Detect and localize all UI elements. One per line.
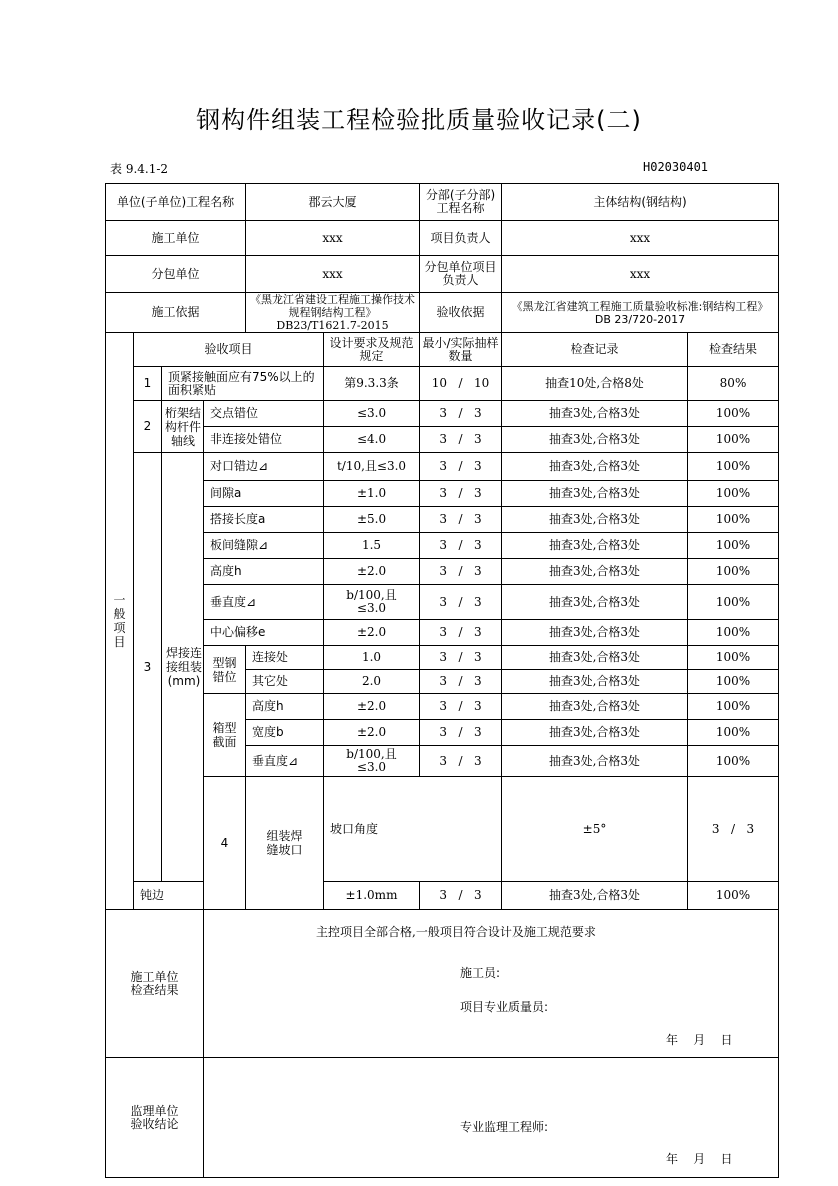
- group-name: 组装焊缝坡口: [246, 777, 324, 910]
- acceptance-basis-value: 《黑龙江省建筑工程施工质量验收标准:钢结构工程》DB 23/720-2017: [502, 293, 779, 333]
- group-name: 顶紧接触面应有75%以上的面积紧贴: [162, 367, 324, 401]
- item-name: 交点错位: [204, 401, 324, 427]
- item-name: 高度h: [246, 694, 324, 720]
- table-row: [106, 559, 779, 585]
- design-value: ≤3.0: [324, 401, 420, 427]
- check-result: 100%: [688, 694, 779, 720]
- column-header-row: [106, 333, 779, 367]
- sample-count: 3 / 3: [420, 481, 502, 507]
- check-result: 100%: [688, 585, 779, 620]
- sample-count: 3 / 3: [420, 694, 502, 720]
- table-row: [106, 401, 779, 427]
- header-row-3: [106, 256, 779, 293]
- basis-label: 施工依据: [106, 293, 246, 333]
- quality-inspector-label: 项目专业质量员:: [460, 1000, 549, 1014]
- sample-count: 3 / 3: [420, 507, 502, 533]
- sample-count: 3 / 3: [420, 427, 502, 453]
- check-result: 100%: [688, 882, 779, 910]
- col-item: 验收项目: [134, 333, 324, 367]
- col-design: 设计要求及规范规定: [324, 333, 420, 367]
- check-record: 抽查3处,合格3处: [502, 401, 688, 427]
- item-name: 搭接长度a: [204, 507, 324, 533]
- item-name: 宽度b: [246, 720, 324, 746]
- table-number: 表 9.4.1-2: [110, 162, 169, 176]
- check-result: 100%: [688, 533, 779, 559]
- project-manager-label: 项目负责人: [420, 221, 502, 256]
- header-row-2: [106, 221, 779, 256]
- item-name: 钝边: [134, 882, 204, 910]
- contractor-check-row: [106, 910, 779, 1058]
- supervision-row: [106, 1058, 779, 1178]
- check-result: 100%: [688, 427, 779, 453]
- unit-value: 郡云大厦: [246, 184, 420, 221]
- check-record: 抽查3处,合格3处: [502, 533, 688, 559]
- contractor-value: xxx: [246, 221, 420, 256]
- group-number: 1: [134, 367, 162, 401]
- check-result: 100%: [688, 620, 779, 646]
- contractor-label: 施工单位: [106, 221, 246, 256]
- item-name: 垂直度⊿: [246, 746, 324, 777]
- table-row: [106, 777, 779, 882]
- sample-count: 3 / 3: [688, 777, 779, 882]
- general-items-text: 一般项目: [113, 593, 126, 649]
- inspection-table: [105, 183, 779, 1178]
- supervision-engineer-label: 专业监理工程师:: [460, 1120, 549, 1134]
- col-result: 检查结果: [688, 333, 779, 367]
- check-record: 抽查3处,合格3处: [502, 720, 688, 746]
- form-code: H02030401: [643, 160, 709, 174]
- check-record: 抽查10处,合格8处: [502, 367, 688, 401]
- design-value: ±2.0: [324, 694, 420, 720]
- design-value: t/10,且≤3.0: [324, 453, 420, 481]
- supervision-label: 监理单位验收结论: [106, 1058, 204, 1178]
- item-name: 连接处: [246, 646, 324, 670]
- sample-count: 3 / 3: [420, 559, 502, 585]
- subcontractor-label: 分包单位: [106, 256, 246, 293]
- group-name: 桁架结构杆件轴线: [162, 401, 204, 453]
- design-value: ±5.0: [324, 507, 420, 533]
- check-record: 抽查3处,合格3处: [502, 670, 688, 694]
- sample-count: 3 / 3: [420, 882, 502, 910]
- sample-count: 3 / 3: [420, 533, 502, 559]
- sample-count: 3 / 3: [420, 646, 502, 670]
- check-result: 100%: [688, 559, 779, 585]
- sample-count: 3 / 3: [420, 620, 502, 646]
- group-number: 3: [134, 453, 162, 882]
- design-value: 1.0: [324, 646, 420, 670]
- item-name: 垂直度⊿: [204, 585, 324, 620]
- group-number: 2: [134, 401, 162, 453]
- item-name: 坡口角度: [324, 777, 502, 882]
- design-value: ±1.0mm: [324, 882, 420, 910]
- table-row: [106, 367, 779, 401]
- check-result: 100%: [688, 646, 779, 670]
- design-value: ±2.0: [324, 559, 420, 585]
- check-record: 抽查3处,合格3处: [502, 427, 688, 453]
- design-value: ±2.0: [324, 620, 420, 646]
- col-sample: 最小/实际抽样数量: [420, 333, 502, 367]
- sample-count: 3 / 3: [420, 746, 502, 777]
- check-result: 100%: [688, 746, 779, 777]
- check-result: 80%: [688, 367, 779, 401]
- item-name: 间隙a: [204, 481, 324, 507]
- unit-label: 单位(子单位)工程名称: [106, 184, 246, 221]
- sample-count: 3 / 3: [420, 585, 502, 620]
- check-record: 抽查3处,合格3处: [502, 694, 688, 720]
- table-row: [106, 585, 779, 620]
- col-record: 检查记录: [502, 333, 688, 367]
- table-row: [106, 427, 779, 453]
- check-result: 100%: [688, 453, 779, 481]
- basis-value: 《黑龙江省建设工程施工操作技术规程钢结构工程》DB23/T1621.7-2015: [246, 293, 420, 333]
- acceptance-basis-label: 验收依据: [420, 293, 502, 333]
- sample-count: 3 / 3: [420, 401, 502, 427]
- sample-count: 3 / 3: [420, 453, 502, 481]
- subgroup-name: 型钢错位: [204, 646, 246, 694]
- table-row: [106, 646, 779, 670]
- design-value: ±2.0: [324, 720, 420, 746]
- check-record: 抽查3处,合格3处: [502, 559, 688, 585]
- sample-count: 10 / 10: [420, 367, 502, 401]
- group-name: 焊接连接组装(mm): [162, 453, 204, 882]
- subcontractor-value: xxx: [246, 256, 420, 293]
- item-name: 高度h: [204, 559, 324, 585]
- subdivision-value: 主体结构(钢结构): [502, 184, 779, 221]
- check-record: 抽查3处,合格3处: [502, 453, 688, 481]
- design-value: ±1.0: [324, 481, 420, 507]
- check-result: 100%: [688, 401, 779, 427]
- subdivision-label: 分部(子分部)工程名称: [420, 184, 502, 221]
- check-record: 抽查3处,合格3处: [502, 585, 688, 620]
- general-items-label: [106, 333, 134, 910]
- check-record: 抽查3处,合格3处: [502, 646, 688, 670]
- item-name: 非连接处错位: [204, 427, 324, 453]
- contractor-check-block: [204, 910, 779, 1058]
- sample-count: 3 / 3: [420, 670, 502, 694]
- subgroup-name: 箱型截面: [204, 694, 246, 777]
- table-row: [106, 507, 779, 533]
- item-name: 中心偏移e: [204, 620, 324, 646]
- check-result: 100%: [688, 481, 779, 507]
- sample-count: 3 / 3: [420, 720, 502, 746]
- header-row-1: [106, 184, 779, 221]
- item-name: 对口错边⊿: [204, 453, 324, 481]
- sub-pm-value: xxx: [502, 256, 779, 293]
- item-name: 其它处: [246, 670, 324, 694]
- check-result: 100%: [688, 670, 779, 694]
- table-row: [106, 481, 779, 507]
- check-record: 抽查3处,合格3处: [502, 746, 688, 777]
- design-value: 1.5: [324, 533, 420, 559]
- supervision-block: [204, 1058, 779, 1178]
- table-row: [106, 533, 779, 559]
- table-row: [106, 453, 779, 481]
- design-value: 第9.3.3条: [324, 367, 420, 401]
- group-number: 4: [204, 777, 246, 910]
- check-record: 抽查3处,合格3处: [502, 620, 688, 646]
- design-value: b/100,且≤3.0: [324, 585, 420, 620]
- design-value: 2.0: [324, 670, 420, 694]
- table-row: [106, 620, 779, 646]
- check-record: 抽查3处,合格3处: [502, 882, 688, 910]
- check-record: 抽查3处,合格3处: [502, 481, 688, 507]
- site-worker-label: 施工员:: [460, 966, 501, 980]
- contractor-check-label: 施工单位检查结果: [106, 910, 204, 1058]
- contractor-conclusion: 主控项目全部合格,一般项目符合设计及施工规范要求: [316, 925, 596, 939]
- check-result: 100%: [688, 507, 779, 533]
- design-value: b/100,且≤3.0: [324, 746, 420, 777]
- check-record: 抽查3处,合格3处: [502, 507, 688, 533]
- page-title: 钢构件组装工程检验批质量验收记录(二): [196, 106, 642, 134]
- design-value: ±5°: [502, 777, 688, 882]
- header-row-4: [106, 293, 779, 333]
- item-name: 板间缝隙⊿: [204, 533, 324, 559]
- table-row: [106, 694, 779, 720]
- check-result: 100%: [688, 720, 779, 746]
- project-manager-value: xxx: [502, 221, 779, 256]
- supervision-date: 年 月 日: [666, 1152, 733, 1166]
- contractor-date: 年 月 日: [666, 1033, 733, 1047]
- design-value: ≤4.0: [324, 427, 420, 453]
- sub-pm-label: 分包单位项目负责人: [420, 256, 502, 293]
